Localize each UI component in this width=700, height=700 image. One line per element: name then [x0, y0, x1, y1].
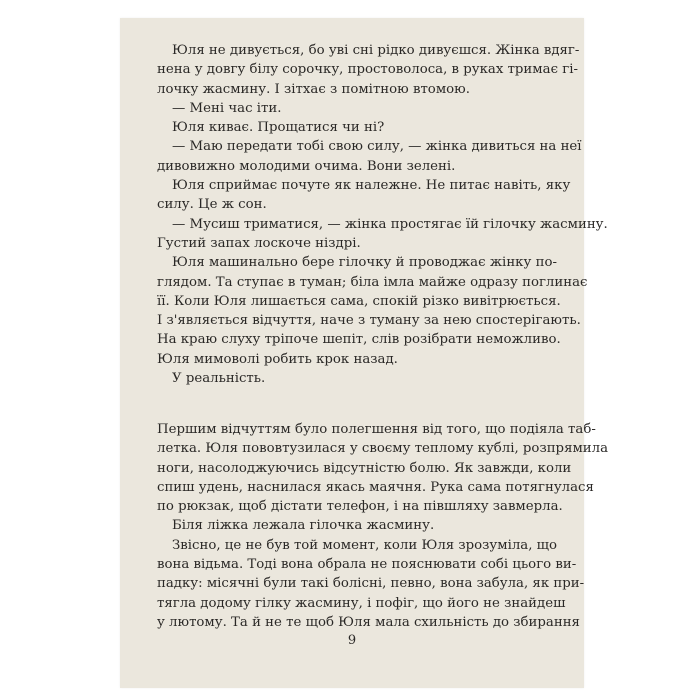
text-line: У реальність. — [172, 371, 266, 387]
text-line: нена у довгу білу сорочку, простоволоса, в руках тримає гі- — [157, 62, 578, 78]
text-line: глядом. Та ступає в туман; біла імла майже одразу поглинає — [157, 274, 588, 290]
text-line: летка. Юля пововтузилася у своєму теплому кублі, розпрямила — [157, 441, 609, 457]
text-line: І з'являється відчуття, наче з туману за нею спостерігають. — [157, 313, 581, 329]
text-line: Першим відчуттям було полегшення від того, що подіяла таб- — [157, 422, 596, 437]
text-line: Юля машинально бере гілочку й проводжає жінку по- — [172, 255, 557, 271]
page-number: 9 — [347, 633, 357, 648]
text-line: — Маю передати тобі свою силу, — жінка дивиться на неї — [172, 139, 582, 155]
text-line: силу. Це ж сон. — [157, 197, 267, 213]
text-line: у лютому. Та й не те щоб Юля мала схильність до збирання — [157, 614, 580, 630]
text-line: вона відьма. Тоді вона обрала не пояснювати собі цього ви- — [157, 557, 577, 573]
text-section-1 — [157, 41, 608, 388]
text-line: лочку жасмину. І зітхає з помітною втомою. — [157, 81, 470, 97]
text-section-2 — [157, 420, 609, 632]
text-line: На краю слуху тріпоче шепіт, слів розібрати неможливо. — [157, 332, 561, 348]
text-line: Юля киває. Прощатися чи ні? — [172, 120, 385, 136]
book-page — [120, 18, 609, 688]
text-line: Юля не дивується, бо уві сні рідко дивуєшся. Жінка вдяг- — [172, 43, 580, 58]
text-line: ноги, насолоджуючись відсутністю болю. Як завжди, коли — [157, 460, 572, 476]
text-line: по рюкзак, щоб дістати телефон, і на півшляху завмерла. — [157, 499, 563, 515]
text-line: Юля сприймає почуте як належне. Не питає навіть, яку — [172, 178, 571, 194]
text-line: — Мусиш триматися, — жінка простягає їй гілочку жасмину. — [172, 216, 608, 232]
text-line: її. Коли Юля лишається сама, спокій різко вивітрюється. — [157, 293, 561, 309]
text-line: Біля ліжка лежала гілочка жасмину. — [172, 518, 435, 534]
text-line: тягла додому гілку жасмину, і пофіг, що його не знайдеш — [157, 595, 566, 611]
text-line: — Мені час іти. — [172, 100, 282, 116]
text-line: дивовижно молодими очима. Вони зелені. — [157, 158, 456, 174]
text-line: спиш удень, наснилася якась маячня. Рука сама потягнулася — [157, 479, 594, 495]
text-line: Звісно, це не був той момент, коли Юля зрозуміла, що — [172, 537, 558, 553]
text-line: падку: місячні були такі болісні, певно, вона забула, як при- — [157, 576, 585, 592]
text-line: Густий запах лоскоче ніздрі. — [157, 235, 361, 251]
text-line: Юля мимоволі робить крок назад. — [157, 351, 398, 367]
